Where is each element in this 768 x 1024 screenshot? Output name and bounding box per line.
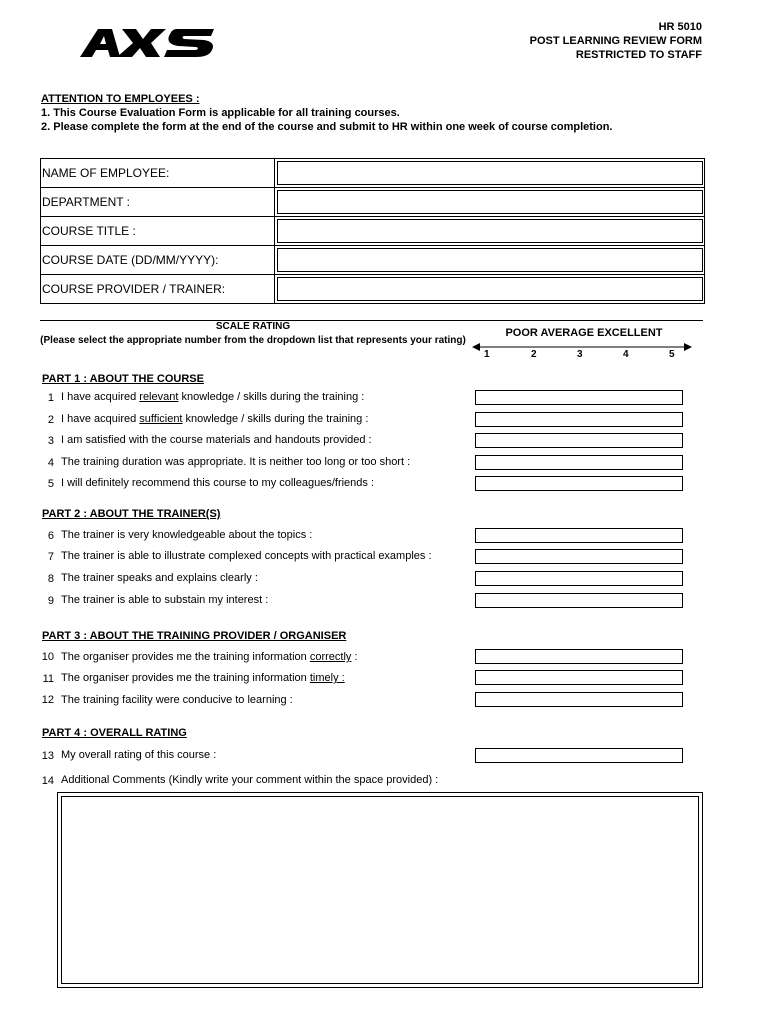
info-row-course-date [41, 246, 704, 275]
form-code: HR 5010 [658, 21, 702, 33]
course-title-label: COURSE TITLE : [41, 217, 275, 245]
scale-legend: POOR AVERAGE EXCELLENT [505, 327, 663, 339]
question-14-text: Additional Comments (Kindly write your comment within the space provided) : [61, 774, 439, 786]
question-2-text: I have acquired sufficient knowledge / skills during the training : [61, 413, 369, 425]
employee-name-label: NAME OF EMPLOYEE: [41, 159, 275, 187]
attention-line-1: 1. This Course Evaluation Form is applicable for all training courses. [41, 107, 400, 119]
question-number: 9 [47, 595, 54, 607]
comments-box [57, 792, 703, 988]
course-date-label: COURSE DATE (DD/MM/YYYY): [41, 246, 275, 274]
attention-title: ATTENTION TO EMPLOYEES : [41, 93, 200, 105]
course-provider-label: COURSE PROVIDER / TRAINER: [41, 275, 275, 303]
rating-select-q8[interactable] [475, 571, 683, 586]
rating-select-q7[interactable] [475, 549, 683, 564]
scale-number-5: 5 [669, 349, 675, 360]
attention-line-2: 2. Please complete the form at the end of the course and submit to HR within one week of course completion. [41, 121, 613, 133]
info-row-course-provider [41, 275, 704, 303]
course-title-field[interactable] [277, 219, 703, 243]
restriction-label: RESTRICTED TO STAFF [575, 49, 702, 61]
rating-select-q11[interactable] [475, 670, 683, 685]
question-1-text: I have acquired relevant knowledge / skills during the training : [61, 391, 365, 403]
comments-textarea[interactable] [61, 796, 699, 984]
rating-select-q10[interactable] [475, 649, 683, 664]
scale-number-4: 4 [623, 349, 629, 360]
scale-number-1: 1 [484, 349, 490, 360]
question-number: 10 [41, 651, 54, 663]
question-number: 12 [41, 694, 54, 706]
question-number: 14 [41, 775, 54, 787]
part-3-heading: PART 3 : ABOUT THE TRAINING PROVIDER / ORGANISER [42, 630, 347, 642]
scale-rating-instruction: (Please select the appropriate number from the dropdown list that represents your rating) [40, 335, 466, 346]
course-date-field[interactable] [277, 248, 703, 272]
department-field[interactable] [277, 190, 703, 214]
course-provider-field[interactable] [277, 277, 703, 301]
scale-number-3: 3 [577, 349, 583, 360]
question-5-text: I will definitely recommend this course to my colleagues/friends : [61, 477, 375, 489]
question-9-text: The trainer is able to substain my interest : [61, 594, 269, 606]
question-number: 1 [47, 392, 54, 404]
question-number: 5 [47, 478, 54, 490]
rating-select-q3[interactable] [475, 433, 683, 448]
department-label: DEPARTMENT : [41, 188, 275, 216]
rating-select-q6[interactable] [475, 528, 683, 543]
scale-rating-block [40, 320, 466, 348]
part-1-heading: PART 1 : ABOUT THE COURSE [42, 373, 204, 385]
question-number: 11 [42, 673, 54, 685]
employee-name-field[interactable] [277, 161, 703, 185]
info-row-course-title [41, 217, 704, 246]
rating-select-q5[interactable] [475, 476, 683, 491]
question-4-text: The training duration was appropriate. It is neither too long or too short : [61, 456, 411, 468]
question-12-text: The training facility were conducive to learning : [61, 694, 293, 706]
question-number: 13 [41, 750, 54, 762]
employee-info-table [40, 158, 705, 304]
part-2-heading: PART 2 : ABOUT THE TRAINER(S) [42, 508, 221, 520]
rating-select-q2[interactable] [475, 412, 683, 427]
question-number: 7 [47, 551, 54, 563]
question-6-text: The trainer is very knowledgeable about the topics : [61, 529, 313, 541]
rating-select-q9[interactable] [475, 593, 683, 608]
question-number: 8 [47, 573, 54, 585]
question-number: 4 [47, 457, 54, 469]
question-number: 6 [47, 530, 54, 542]
rating-select-q1[interactable] [475, 390, 683, 405]
question-13-text: My overall rating of this course : [61, 749, 217, 761]
form-header [530, 20, 702, 62]
info-row-department [41, 188, 704, 217]
question-10-text: The organiser provides me the training information correctly : [61, 651, 358, 663]
rating-select-q12[interactable] [475, 692, 683, 707]
question-number: 3 [47, 435, 54, 447]
form-title: POST LEARNING REVIEW FORM [529, 35, 702, 47]
question-7-text: The trainer is able to illustrate complexed concepts with practical examples : [61, 550, 432, 562]
question-3-text: I am satisfied with the course materials and handouts provided : [61, 434, 372, 446]
question-number: 2 [47, 414, 54, 426]
scale-rating-title: SCALE RATING [215, 321, 291, 332]
rating-select-q4[interactable] [475, 455, 683, 470]
attention-block [41, 92, 612, 134]
question-11-text: The organiser provides me the training information timely : [61, 672, 345, 684]
info-row-name [41, 159, 704, 188]
part-4-heading: PART 4 : OVERALL RATING [42, 727, 187, 739]
rating-select-q13[interactable] [475, 748, 683, 763]
scale-number-2: 2 [531, 349, 537, 360]
axs-logo [80, 28, 216, 58]
question-8-text: The trainer speaks and explains clearly : [61, 572, 258, 584]
